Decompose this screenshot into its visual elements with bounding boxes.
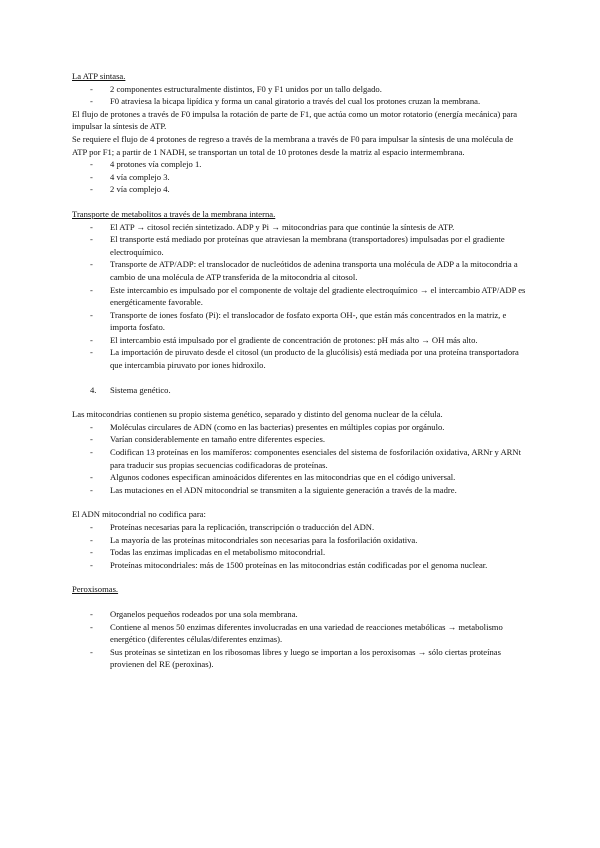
transport-heading: Transporte de metabolitos a través de la membrana interna. <box>72 208 276 219</box>
atp-heading: La ATP sintasa. <box>72 71 126 81</box>
list-item: - Transporte de ATP/ADP: el translocador de nucleótidos de adenina transporta una molécula de ADP a la mitocondria a cambio de una molécula de ATP transferida de la mitocondria al citosol. <box>72 258 528 283</box>
list-item: - 4 vía complejo 3. <box>72 171 528 184</box>
list-item: - La mayoría de las proteínas mitocondriales son necesarias para la fosforilación oxidativa. <box>72 534 528 547</box>
list-item: - Todas las enzimas implicadas en el metabolismo mitocondrial. <box>72 546 528 559</box>
list-item: - Las mutaciones en el ADN mitocondrial se transmiten a la siguiente generación a través de la madre. <box>72 484 528 497</box>
document-page <box>72 70 528 671</box>
list-item: - 4 protones vía complejo 1. <box>72 158 528 171</box>
nocode-bullets <box>72 521 528 571</box>
atp-paragraph-1: El flujo de protones a través de F0 impulsa la rotación de parte de F1, que actúa como un motor rotatorio (energía mecánica) para impulsar la síntesis de ATP. <box>72 108 518 132</box>
list-item: - El intercambio está impulsado por el gradiente de concentración de protones: pH más alto → OH más alto. <box>72 334 528 347</box>
genetic-section-title <box>72 384 528 397</box>
genetic-bullets <box>72 421 528 497</box>
list-item: - Este intercambio es impulsado por el componente de voltaje del gradiente electroquímico → el intercambio ATP/ADP es energéticamente favorable. <box>72 284 528 309</box>
list-item: - Algunos codones especifican aminoácidos diferentes en las mitocondrias que en el código universal. <box>72 471 528 484</box>
nocode-intro: El ADN mitocondrial no codifica para: <box>72 509 206 520</box>
list-item: - Proteínas mitocondriales: más de 1500 proteínas en las mitocondrias están codificadas por el genoma nuclear. <box>72 559 528 572</box>
list-item: - La importación de piruvato desde el citosol (un producto de la glucólisis) está mediada por una proteína transportadora que intercambia piruvato por iones hidroxilo. <box>72 346 528 371</box>
list-item: - Proteínas necesarias para la replicación, transcripción o traducción del ADN. <box>72 521 528 534</box>
list-item: - 2 vía complejo 4. <box>72 183 528 196</box>
peroxisomes-bullets <box>72 608 528 671</box>
genetic-intro: Las mitocondrias contienen su propio sistema genético, separado y distinto del genoma nuclear de la célula. <box>72 409 443 420</box>
list-item: - F0 atraviesa la bicapa lipídica y forma un canal giratorio a través del cual los protones cruzan la membrana. <box>72 95 528 108</box>
transport-bullets <box>72 221 528 372</box>
section-title: Sistema genético. <box>110 384 171 395</box>
list-item: - Moléculas circulares de ADN (como en las bacterias) presentes en múltiples copias por orgánulo. <box>72 421 528 434</box>
list-item: - Transporte de iones fosfato (Pi): el translocador de fosfato exporta OH-, que están más concentrados en la matriz, e importa fosfato. <box>72 309 528 334</box>
list-item: - Varían considerablemente en tamaño entre diferentes especies. <box>72 433 528 446</box>
peroxisomes-heading: Peroxisomas. <box>72 584 119 595</box>
list-item: - El ATP → citosol recién sintetizado. ADP y Pi → mitocondrias para que continúe la síntesis de ATP. <box>72 221 528 234</box>
atp-paragraph-2: Se requiere el flujo de 4 protones de regreso a través de la membrana a través de F0 para impulsar la síntesis de una molécula de ATP por F1; a partir de 1 NADH, se transportan un total de 10 protones desde la matriz al espacio intermembrana. <box>72 133 514 157</box>
atp-bullets-2 <box>72 158 528 196</box>
list-item: - 2 componentes estructuralmente distintos, F0 y F1 unidos por un tallo delgado. <box>72 83 528 96</box>
atp-bullets-1 <box>72 83 528 108</box>
list-item: - Organelos pequeños rodeados por una sola membrana. <box>72 608 528 621</box>
section-number: 4. <box>90 384 97 395</box>
list-item: - Contiene al menos 50 enzimas diferentes involucradas en una variedad de reacciones metabólicas → metabolismo energético (diferentes células/diferentes enzimas). <box>72 621 528 646</box>
list-item: - Codifican 13 proteínas en los mamíferos: componentes esenciales del sistema de fosforilación oxidativa, ARNr y ARNt para traducir sus propias secuencias codificadoras de proteínas. <box>72 446 528 471</box>
list-item: - El transporte está mediado por proteínas que atraviesan la membrana (transportadores) impulsadas por el gradiente electroquímico. <box>72 233 528 258</box>
list-item: - Sus proteínas se sintetizan en los ribosomas libres y luego se importan a los peroxisomas → sólo ciertas proteínas provienen del RE (peroxinas). <box>72 646 528 671</box>
